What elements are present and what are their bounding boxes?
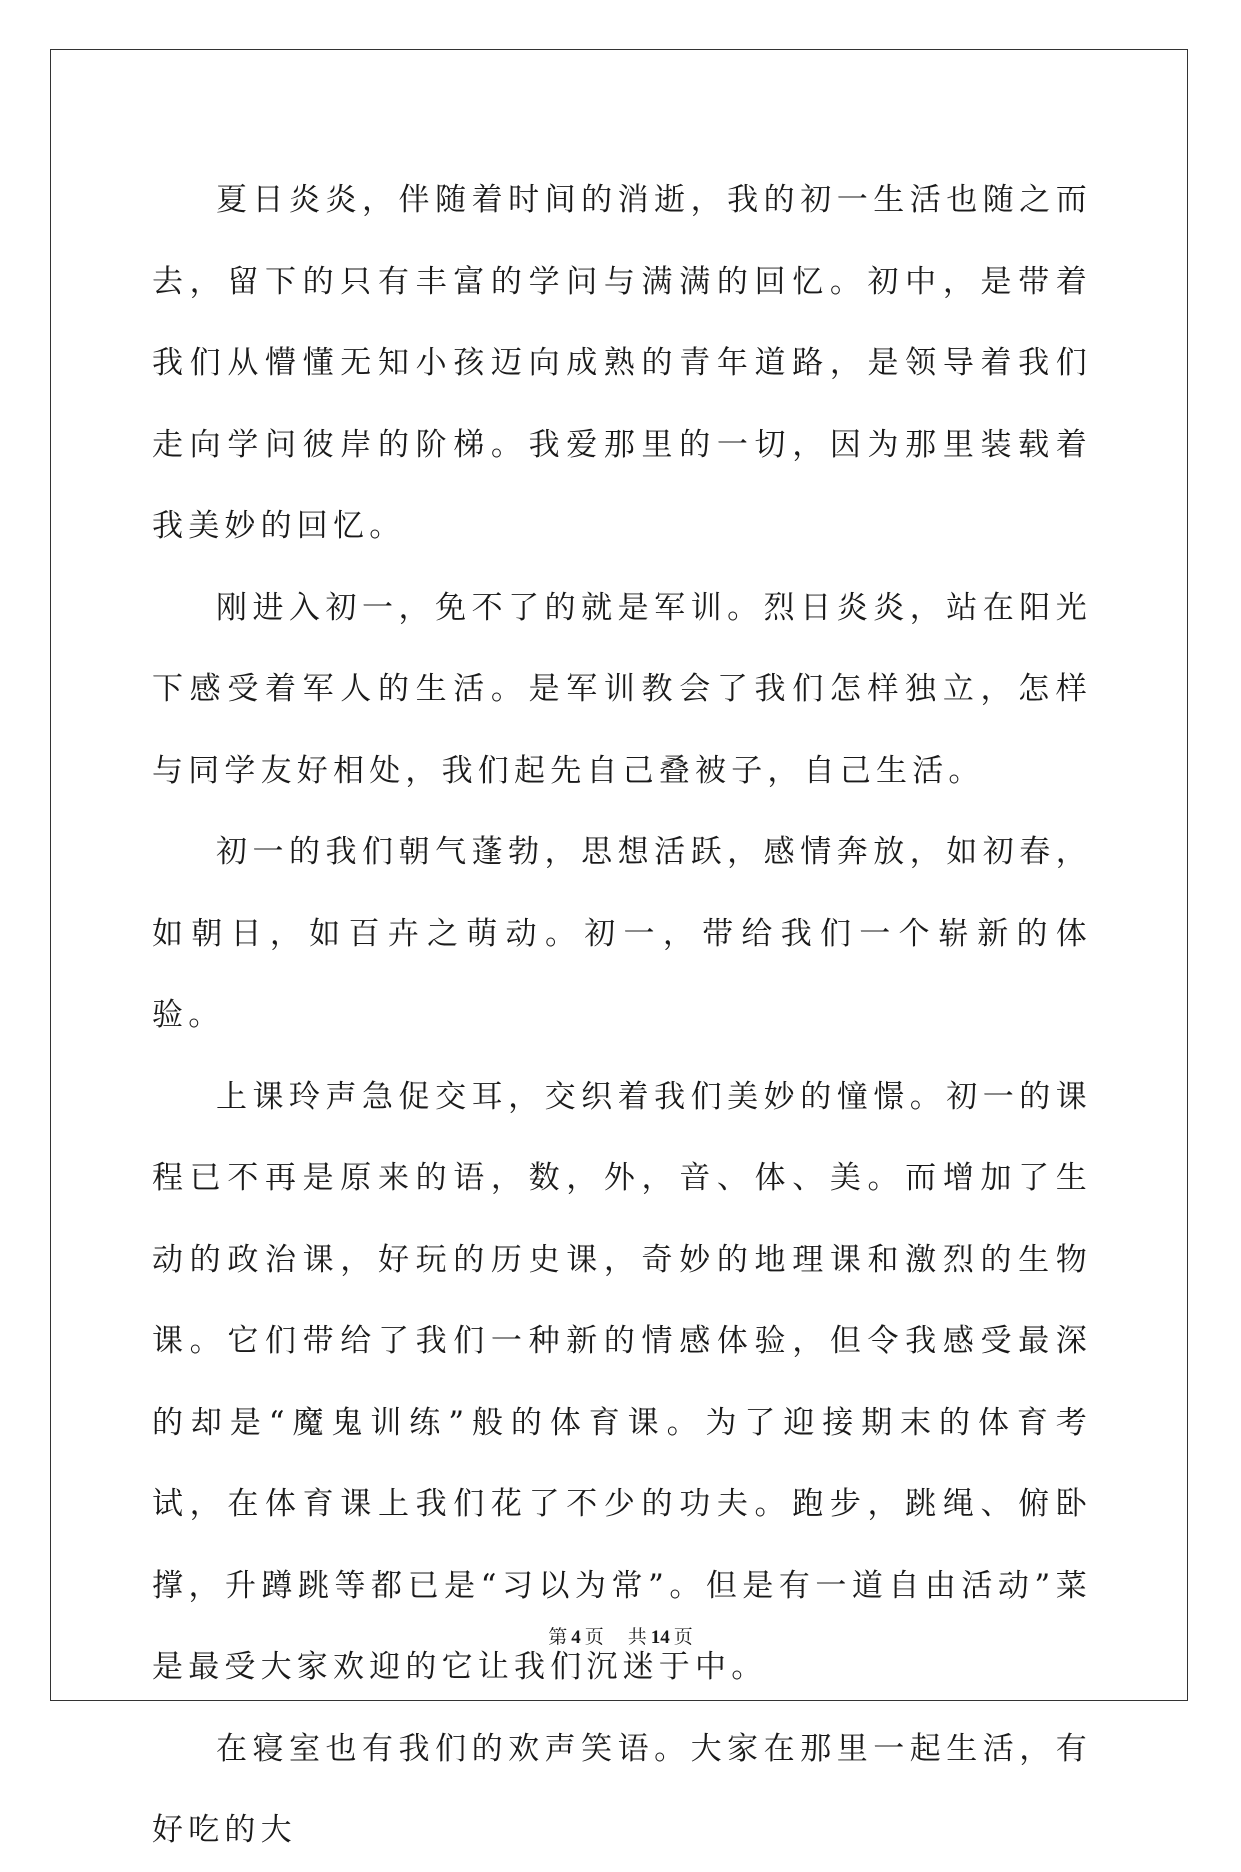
page-footer [0, 1622, 1241, 1649]
total-prefix: 共 [627, 1627, 647, 1648]
current-page-number: 4 [571, 1627, 581, 1648]
paragraph: 刚进入初一，免不了的就是军训。烈日炎炎，站在阳光下感受着军人的生活。是军训教会了我们怎样独立，怎样与同学友好相处，我们起先自己叠被子，自己生活。 [152, 589, 1092, 789]
total-unit: 页 [673, 1627, 693, 1648]
page-unit: 页 [584, 1627, 604, 1648]
paragraph: 夏日炎炎，伴随着时间的消逝，我的初一生活也随之而去，留下的只有丰富的学问与满满的回忆。初中，是带着我们从懵懂无知小孩迈向成熟的青年道路，是领导着我们走向学问彼岸的阶梯。我爱那里的一切，因为那里装载着我美妙的回忆。 [152, 182, 1092, 544]
paragraph: 初一的我们朝气蓬勃，思想活跃，感情奔放，如初春，如朝日，如百卉之萌动。初一，带给我们一个崭新的体验。 [152, 834, 1092, 1033]
total-page-count: 14 [650, 1627, 670, 1648]
document-body [152, 160, 1092, 1872]
page-prefix: 第 [548, 1627, 568, 1648]
paragraph: 在寝室也有我们的欢声笑语。大家在那里一起生活，有好吃的大 [152, 1730, 1092, 1848]
paragraph: 上课玲声急促交耳，交织着我们美妙的憧憬。初一的课程已不再是原来的语，数，外，音、体、美。而增加了生动的政治课，好玩的历史课，奇妙的地理课和激烈的生物课。它们带给了我们一种新的情感体验，但令我感受最深的却是“魔鬼训练”般的体育课。为了迎接期末的体育考试，在体育课上我们花了不少的功夫。跑步，跳绳、俯卧撑，升蹲跳等都已是“习以为常”。但是有一道自由活动”菜是最受大家欢迎的它让我们沉迷于中。 [152, 1078, 1092, 1685]
